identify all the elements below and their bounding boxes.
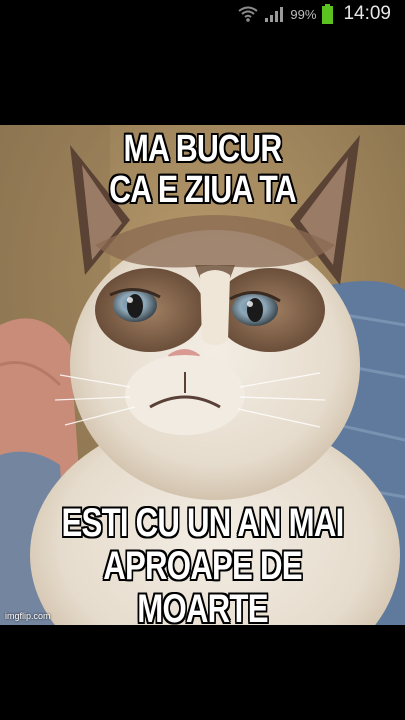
meme-top-line-1: MA BUCUR — [123, 128, 282, 170]
meme-bottom-line-2: APROAPE DE MOARTE — [103, 544, 302, 625]
meme-image[interactable] — [0, 125, 405, 625]
meme-bottom-caption — [45, 502, 361, 625]
status-bar — [0, 0, 405, 28]
clock: 14:09 — [343, 3, 391, 24]
meme-top-line-2: CA E ZIUA TA — [109, 169, 296, 211]
meme-bottom-line-1: ESTI CU UN AN MAI — [61, 501, 344, 545]
battery-icon — [322, 4, 333, 24]
battery-percent: 99% — [290, 6, 317, 22]
imgflip-watermark: imgflip.com — [5, 611, 51, 621]
status-icons — [238, 4, 391, 24]
signal-icon — [264, 5, 284, 23]
wifi-icon — [238, 5, 258, 23]
meme-top-caption — [41, 129, 365, 211]
